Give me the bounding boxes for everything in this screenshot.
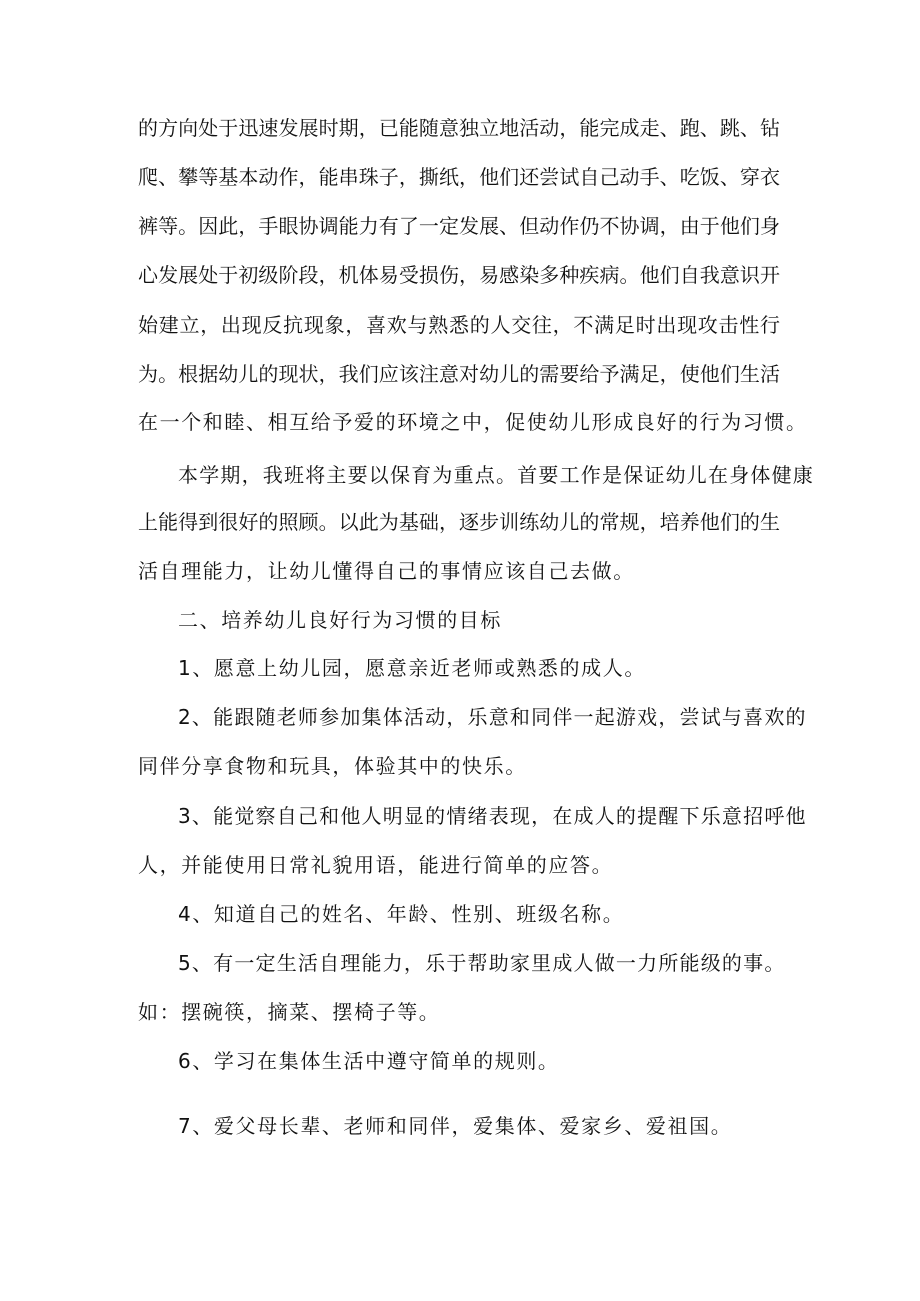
paragraph-1-line-6: 为。根据幼儿的现状，我们应该注意对幼儿的需要给予满足，使他们生活: [138, 362, 780, 386]
goal-5-line-2: 如：摆碗筷，摘菜、摆椅子等。: [138, 1000, 441, 1024]
paragraph-2-line-2: 上能得到很好的照顾。以此为基础，逐步训练幼儿的常规，培养他们的生: [138, 510, 780, 534]
paragraph-2-line-1: 本学期，我班将主要以保育为重点。首要工作是保证幼儿在身体健康: [178, 463, 814, 487]
paragraph-1-line-5: 始建立，出现反抗现象，喜欢与熟悉的人交往，不满足时出现攻击性行: [138, 313, 780, 337]
paragraph-1-line-3: 裤等。因此，手眼协调能力有了一定发展、但动作仍不协调，由于他们身: [138, 214, 780, 238]
goal-2-line-1: 2、能跟随老师参加集体活动，乐意和同伴一起游戏，尝试与喜欢的: [178, 705, 807, 729]
paragraph-1-line-4: 心发展处于初级阶段，机体易受损伤，易感染多种疾病。他们自我意识开: [138, 263, 780, 287]
section-heading: 二、培养幼儿良好行为习惯的目标: [178, 608, 502, 632]
goal-5-line-1: 5、有一定生活自理能力，乐于帮助家里成人做一力所能级的事。: [178, 951, 786, 975]
goal-6: 6、学习在集体生活中遵守简单的规则。: [178, 1049, 560, 1073]
goal-2-line-2: 同伴分享食物和玩具，体验其中的快乐。: [138, 754, 527, 778]
goal-7: 7、爱父母长辈、老师和同伴，爱集体、爱家乡、爱祖国。: [178, 1114, 733, 1138]
paragraph-1-line-2: 爬、攀等基本动作，能串珠子，撕纸，他们还尝试自己动手、吃饭、穿衣: [138, 165, 780, 189]
goal-1: 1、愿意上幼儿园，愿意亲近老师或熟悉的成人。: [178, 656, 646, 680]
paragraph-2-line-3: 活自理能力，让幼儿懂得自己的事情应该自己去做。: [138, 559, 635, 583]
goal-4: 4、知道自己的姓名、年龄、性别、班级名称。: [178, 902, 625, 926]
paragraph-1-line-1: 的方向处于迅速发展时期，已能随意独立地活动，能完成走、跑、跳、钻: [138, 116, 780, 140]
goal-3-line-2: 人，并能使用日常礼貌用语，能进行简单的应答。: [138, 853, 614, 877]
paragraph-1-line-7: 在一个和睦、相互给予爱的环境之中，促使幼儿形成良好的行为习惯。: [138, 410, 808, 434]
goal-3-line-1: 3、能觉察自己和他人明显的情绪表现，在成人的提醒下乐意招呼他: [178, 804, 807, 828]
